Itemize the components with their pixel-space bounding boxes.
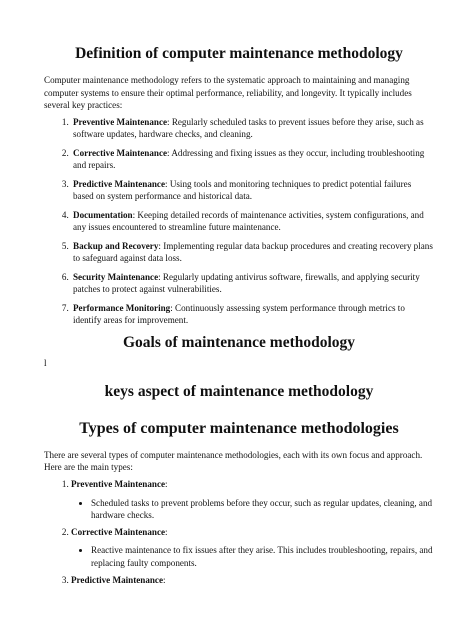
type-bullets xyxy=(71,544,434,569)
practice-desc: : Addressing and fixing issues as they occur, including troubleshooting and repairs. xyxy=(73,147,425,171)
practice-desc: : Implementing regular data backup procedures and creating recovery plans to safeguard against data loss. xyxy=(73,240,433,264)
stray-character: l xyxy=(44,357,47,368)
practice-item xyxy=(71,271,434,296)
heading-key-aspects: keys aspect of maintenance methodology xyxy=(104,382,374,400)
practice-desc: : Keeping detailed records of maintenance activities, system configurations, and any issues encountered to streamline future maintenance. xyxy=(73,209,424,233)
practice-term: Preventive Maintenance xyxy=(73,116,168,127)
heading-types: Types of computer maintenance methodologies xyxy=(79,419,399,437)
practice-term: Documentation xyxy=(73,209,133,220)
practice-item xyxy=(71,116,434,141)
heading-goals: Goals of maintenance methodology xyxy=(122,333,356,351)
type-term: Preventive Maintenance xyxy=(71,479,166,490)
practice-item xyxy=(71,240,434,265)
practice-term: Security Maintenance xyxy=(73,271,159,282)
practice-desc: : Using tools and monitoring techniques to predict potential failures based on system performance and historical data. xyxy=(73,178,412,202)
types-list xyxy=(44,478,434,586)
practices-list xyxy=(44,116,434,327)
type-term: Corrective Maintenance xyxy=(71,526,166,537)
type-bullet: • Scheduled tasks to prevent problems before they occur, such as regular updates, cleaning, and hardware checks. xyxy=(91,497,434,522)
practice-item xyxy=(71,178,434,203)
practice-term: Performance Monitoring xyxy=(73,302,171,313)
type-item xyxy=(71,478,434,522)
intro-paragraph: Computer maintenance methodology refers to the systematic approach to maintaining and managing computer systems to ensure their optimal performance, reliability, and longevity. It typically includes several key practices: xyxy=(44,75,412,111)
practice-item xyxy=(71,209,434,234)
type-suffix: : xyxy=(163,574,166,585)
type-suffix: : xyxy=(165,479,168,490)
practice-desc: : Regularly updating antivirus software, firewalls, and applying security patches to protect against vulnerabilities. xyxy=(73,271,420,295)
type-suffix: : xyxy=(165,526,168,537)
types-intro-paragraph: There are several types of computer maintenance methodologies, each with its own focus and approach. Here are the main types: xyxy=(44,449,423,473)
practice-desc: : Continuously assessing system performance through metrics to identify areas for improvement. xyxy=(73,302,405,326)
practice-item xyxy=(71,147,434,172)
type-term: Predictive Maintenance xyxy=(71,574,164,585)
practice-desc: : Regularly scheduled tasks to prevent issues before they arise, such as software updates, hardware checks, and cleaning. xyxy=(73,116,424,140)
type-item xyxy=(71,574,434,587)
heading-definition: Definition of computer maintenance methodology xyxy=(75,45,403,62)
practice-term: Backup and Recovery xyxy=(73,240,159,251)
type-bullets xyxy=(71,497,434,522)
practice-term: Predictive Maintenance xyxy=(73,178,166,189)
type-bullet: • Reactive maintenance to fix issues after they arise. This includes troubleshooting, repairs, and replacing faulty components. xyxy=(91,544,434,569)
type-item xyxy=(71,526,434,570)
practice-term: Corrective Maintenance xyxy=(73,147,168,158)
practice-item xyxy=(71,302,434,327)
